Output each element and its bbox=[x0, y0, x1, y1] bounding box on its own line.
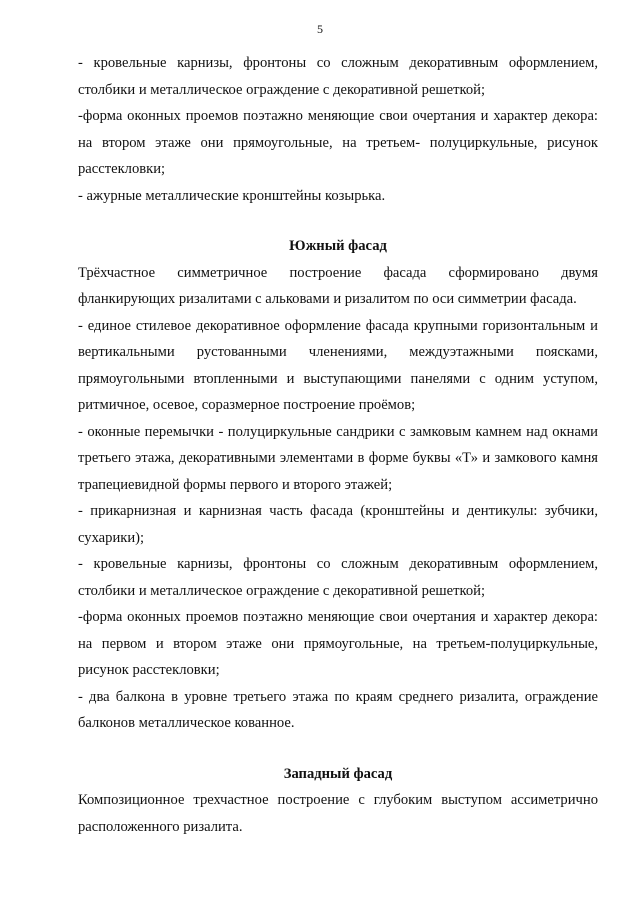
spacer bbox=[78, 737, 598, 761]
paragraph-south-decoration: - единое стилевое декоративное оформление фасада крупными горизонтальным и вертикальными рустованными членениями, междуэтажными поясками, прямоугольными втопленными и выступающими панелями с одним уступом, ритмичное, осевое, соразмерное построение проёмов; bbox=[78, 317, 598, 413]
paragraph-south-window-lintels: - оконные перемычки - полуциркульные сандрики с замковым камнем над окнами третьего этажа, декоративными элементами в форме буквы «Т» и замкового камня трапециевидной формы первого и второго этажей; bbox=[78, 423, 598, 493]
paragraph-south-cornice: - прикарнизная и карнизная часть фасада (кронштейны и дентикулы: зубчики, сухарики); bbox=[78, 503, 598, 546]
paragraph-south-roof-cornices: - кровельные карнизы, фронтоны со сложным декоративным оформлением, столбики и металлическое ограждение с декоративной решеткой; bbox=[78, 556, 598, 599]
page-content bbox=[78, 50, 598, 840]
spacer bbox=[78, 209, 598, 233]
heading-west-facade: Западный фасад bbox=[283, 765, 393, 782]
paragraph-south-balconies: - два балкона в уровне третьего этажа по краям среднего ризалита, ограждение балконов металлическое кованное. bbox=[78, 688, 598, 731]
paragraph-west-composition: Композиционное трехчастное построение с глубоким выступом ассиметрично расположенного ризалита. bbox=[78, 792, 598, 835]
paragraph-roof-cornices-top: - кровельные карнизы, фронтоны со сложным декоративным оформлением, столбики и металлическое ограждение с декоративной решеткой; bbox=[78, 55, 598, 98]
paragraph-south-composition: Трёхчастное симметричное построение фасада сформировано двумя фланкирующих ризалитами с альковами и ризалитом по оси симметрии фасада. bbox=[78, 264, 598, 307]
paragraph-window-openings-top: -форма оконных проемов поэтажно меняющие свои очертания и характер декора: на втором этаже они прямоугольные, на третьем- полуциркульные, рисунок расстекловки; bbox=[78, 108, 598, 177]
paragraph-canopy-brackets: - ажурные металлические кронштейны козырька. bbox=[78, 187, 386, 204]
heading-south-facade: Южный фасад bbox=[289, 238, 387, 254]
paragraph-south-window-openings: -форма оконных проемов поэтажно меняющие свои очертания и характер декора: на первом и втором этаже они прямоугольные, на третьем-полуциркульные, рисунок расстекловки; bbox=[78, 609, 598, 678]
page-number: 5 bbox=[317, 22, 323, 36]
